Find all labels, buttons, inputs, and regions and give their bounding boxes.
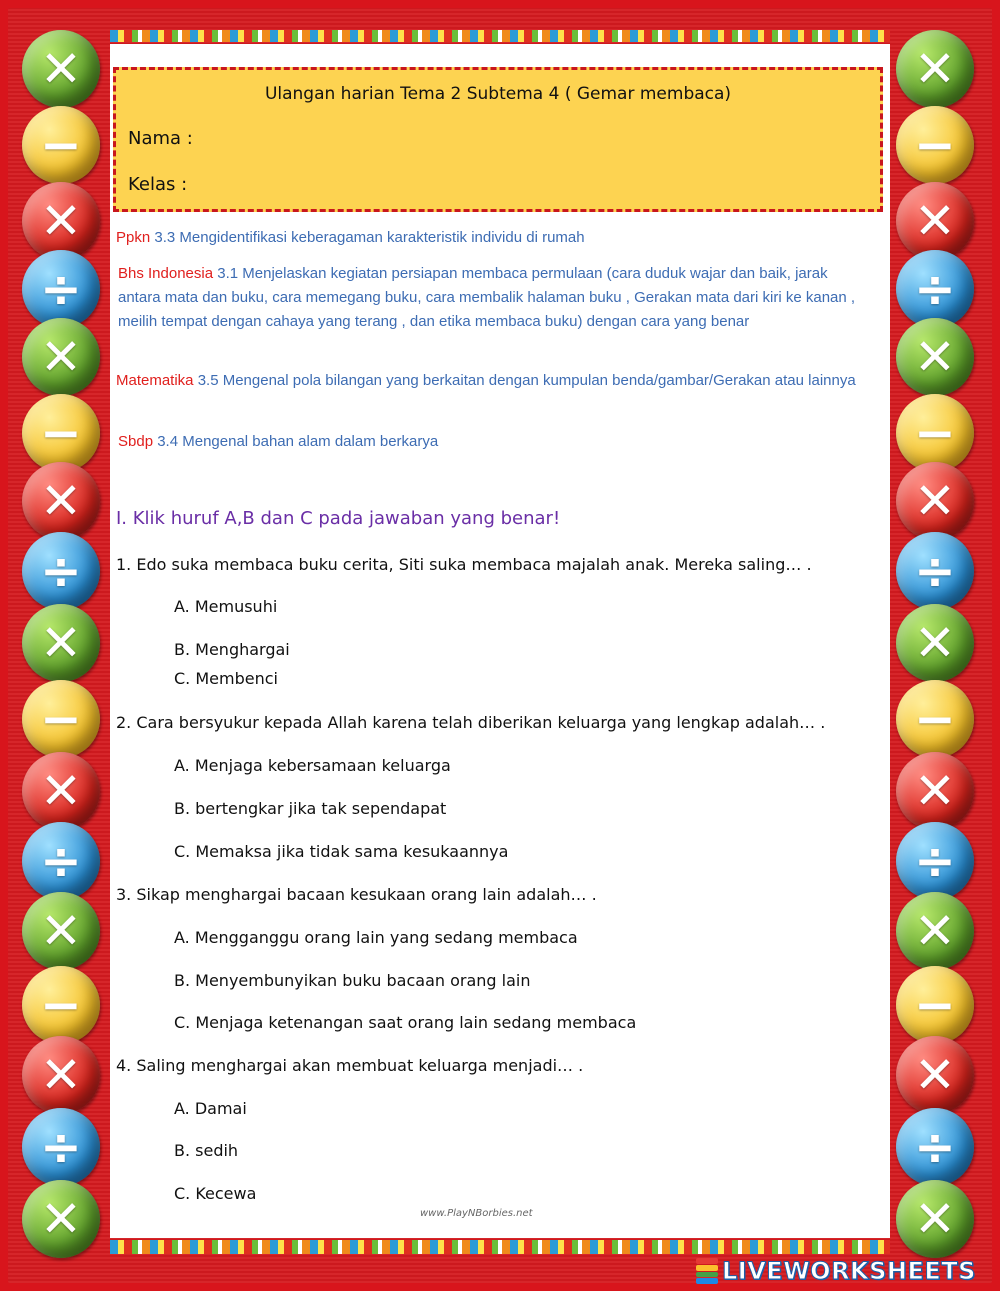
divide-ball-icon: ÷ — [896, 250, 974, 328]
multiply-ball-icon: ✕ — [896, 892, 974, 970]
competency-bhs-indonesia — [118, 262, 868, 334]
multiply-ball-icon: ✕ — [896, 182, 974, 260]
minus-ball-icon: − — [896, 394, 974, 472]
multiply-ball-icon: ✕ — [896, 30, 974, 108]
multiply-ball-icon: ✕ — [22, 318, 100, 396]
answer-option-1c[interactable]: C. Membenci — [174, 669, 278, 688]
divide-ball-icon: ÷ — [22, 822, 100, 900]
multiply-ball-icon: ✕ — [22, 892, 100, 970]
answer-option-1b[interactable]: B. Menghargai — [174, 640, 290, 659]
multiply-ball-icon: ✕ — [22, 462, 100, 540]
competency-text: 3.4 Mengenal bahan alam dalam berkarya — [153, 433, 439, 450]
minus-ball-icon: − — [22, 106, 100, 184]
multiply-ball-icon: ✕ — [22, 182, 100, 260]
competency-text: 3.3 Mengidentifikasi keberagaman karakteristik individu di rumah — [150, 229, 585, 246]
minus-ball-icon: − — [22, 680, 100, 758]
question-3: 3. Sikap menghargai bacaan kesukaan orang lain adalah… . — [116, 885, 597, 904]
nama-label: Nama : — [128, 128, 193, 149]
answer-option-2a[interactable]: A. Menjaga kebersamaan keluarga — [174, 756, 451, 775]
answer-option-4c[interactable]: C. Kecewa — [174, 1184, 257, 1203]
divide-ball-icon: ÷ — [896, 532, 974, 610]
minus-ball-icon: − — [896, 106, 974, 184]
answer-option-1a[interactable]: A. Memusuhi — [174, 597, 278, 616]
footer-url: www.PlayNBorbies.net — [420, 1208, 533, 1219]
liveworksheets-logo[interactable] — [696, 1256, 976, 1286]
multiply-ball-icon: ✕ — [896, 752, 974, 830]
answer-option-3b[interactable]: B. Menyembunyikan buku bacaan orang lain — [174, 971, 531, 990]
answer-option-4a[interactable]: A. Damai — [174, 1099, 247, 1118]
multiply-ball-icon: ✕ — [22, 30, 100, 108]
competency-text: 3.5 Mengenal pola bilangan yang berkaitan dengan kumpulan benda/gambar/Gerakan atau lainnya — [193, 372, 856, 389]
page-title: Ulangan harian Tema 2 Subtema 4 ( Gemar membaca) — [264, 84, 732, 104]
subject-label: Bhs Indonesia — [118, 265, 214, 282]
competency-sbdp — [118, 430, 868, 454]
divide-ball-icon: ÷ — [22, 250, 100, 328]
multiply-ball-icon: ✕ — [896, 1180, 974, 1258]
divide-ball-icon: ÷ — [22, 1108, 100, 1186]
answer-option-2b[interactable]: B. bertengkar jika tak sependapat — [174, 799, 447, 818]
multiply-ball-icon: ✕ — [896, 462, 974, 540]
subject-label: Ppkn — [116, 229, 151, 246]
decorative-strip-bottom — [110, 1240, 890, 1254]
subject-label: Matematika — [116, 372, 194, 389]
minus-ball-icon: − — [22, 966, 100, 1044]
question-4: 4. Saling menghargai akan membuat keluarga menjadi… . — [116, 1056, 584, 1075]
answer-option-4b[interactable]: B. sedih — [174, 1141, 239, 1160]
competency-text: 3.1 Menjelaskan kegiatan persiapan membaca permulaan (cara duduk wajar dan baik, jarak antara mata dan buku, cara memegang buku, cara membalik halaman buku , Gerakan mata dari kiri ke kanan , meilih tempat dengan cahaya yang terang , dan etika membaca buku) dengan cara yang benar — [118, 265, 856, 330]
answer-option-3a[interactable]: A. Mengganggu orang lain yang sedang membaca — [174, 928, 578, 947]
competency-ppkn — [116, 226, 866, 250]
liveworksheets-badge-icon — [696, 1258, 718, 1284]
minus-ball-icon: − — [896, 680, 974, 758]
answer-option-3c[interactable]: C. Menjaga ketenangan saat orang lain sedang membaca — [174, 1013, 637, 1032]
logo-text: LIVEWORKSHEETS — [722, 1257, 976, 1285]
section-title: I. Klik huruf A,B dan C pada jawaban yang benar! — [116, 508, 561, 529]
kelas-label: Kelas : — [128, 174, 188, 195]
divide-ball-icon: ÷ — [22, 532, 100, 610]
question-2: 2. Cara bersyukur kepada Allah karena telah diberikan keluarga yang lengkap adalah… . — [116, 713, 826, 732]
competency-matematika — [116, 369, 866, 393]
minus-ball-icon: − — [22, 394, 100, 472]
divide-ball-icon: ÷ — [896, 1108, 974, 1186]
answer-option-2c[interactable]: C. Memaksa jika tidak sama kesukaannya — [174, 842, 509, 861]
multiply-ball-icon: ✕ — [896, 1036, 974, 1114]
multiply-ball-icon: ✕ — [896, 604, 974, 682]
multiply-ball-icon: ✕ — [896, 318, 974, 396]
header-box — [113, 67, 883, 212]
multiply-ball-icon: ✕ — [22, 752, 100, 830]
question-1: 1. Edo suka membaca buku cerita, Siti suka membaca majalah anak. Mereka saling… . — [116, 555, 812, 574]
multiply-ball-icon: ✕ — [22, 1036, 100, 1114]
subject-label: Sbdp — [118, 433, 154, 450]
multiply-ball-icon: ✕ — [22, 1180, 100, 1258]
decorative-strip-top — [110, 30, 890, 42]
divide-ball-icon: ÷ — [896, 822, 974, 900]
multiply-ball-icon: ✕ — [22, 604, 100, 682]
minus-ball-icon: − — [896, 966, 974, 1044]
